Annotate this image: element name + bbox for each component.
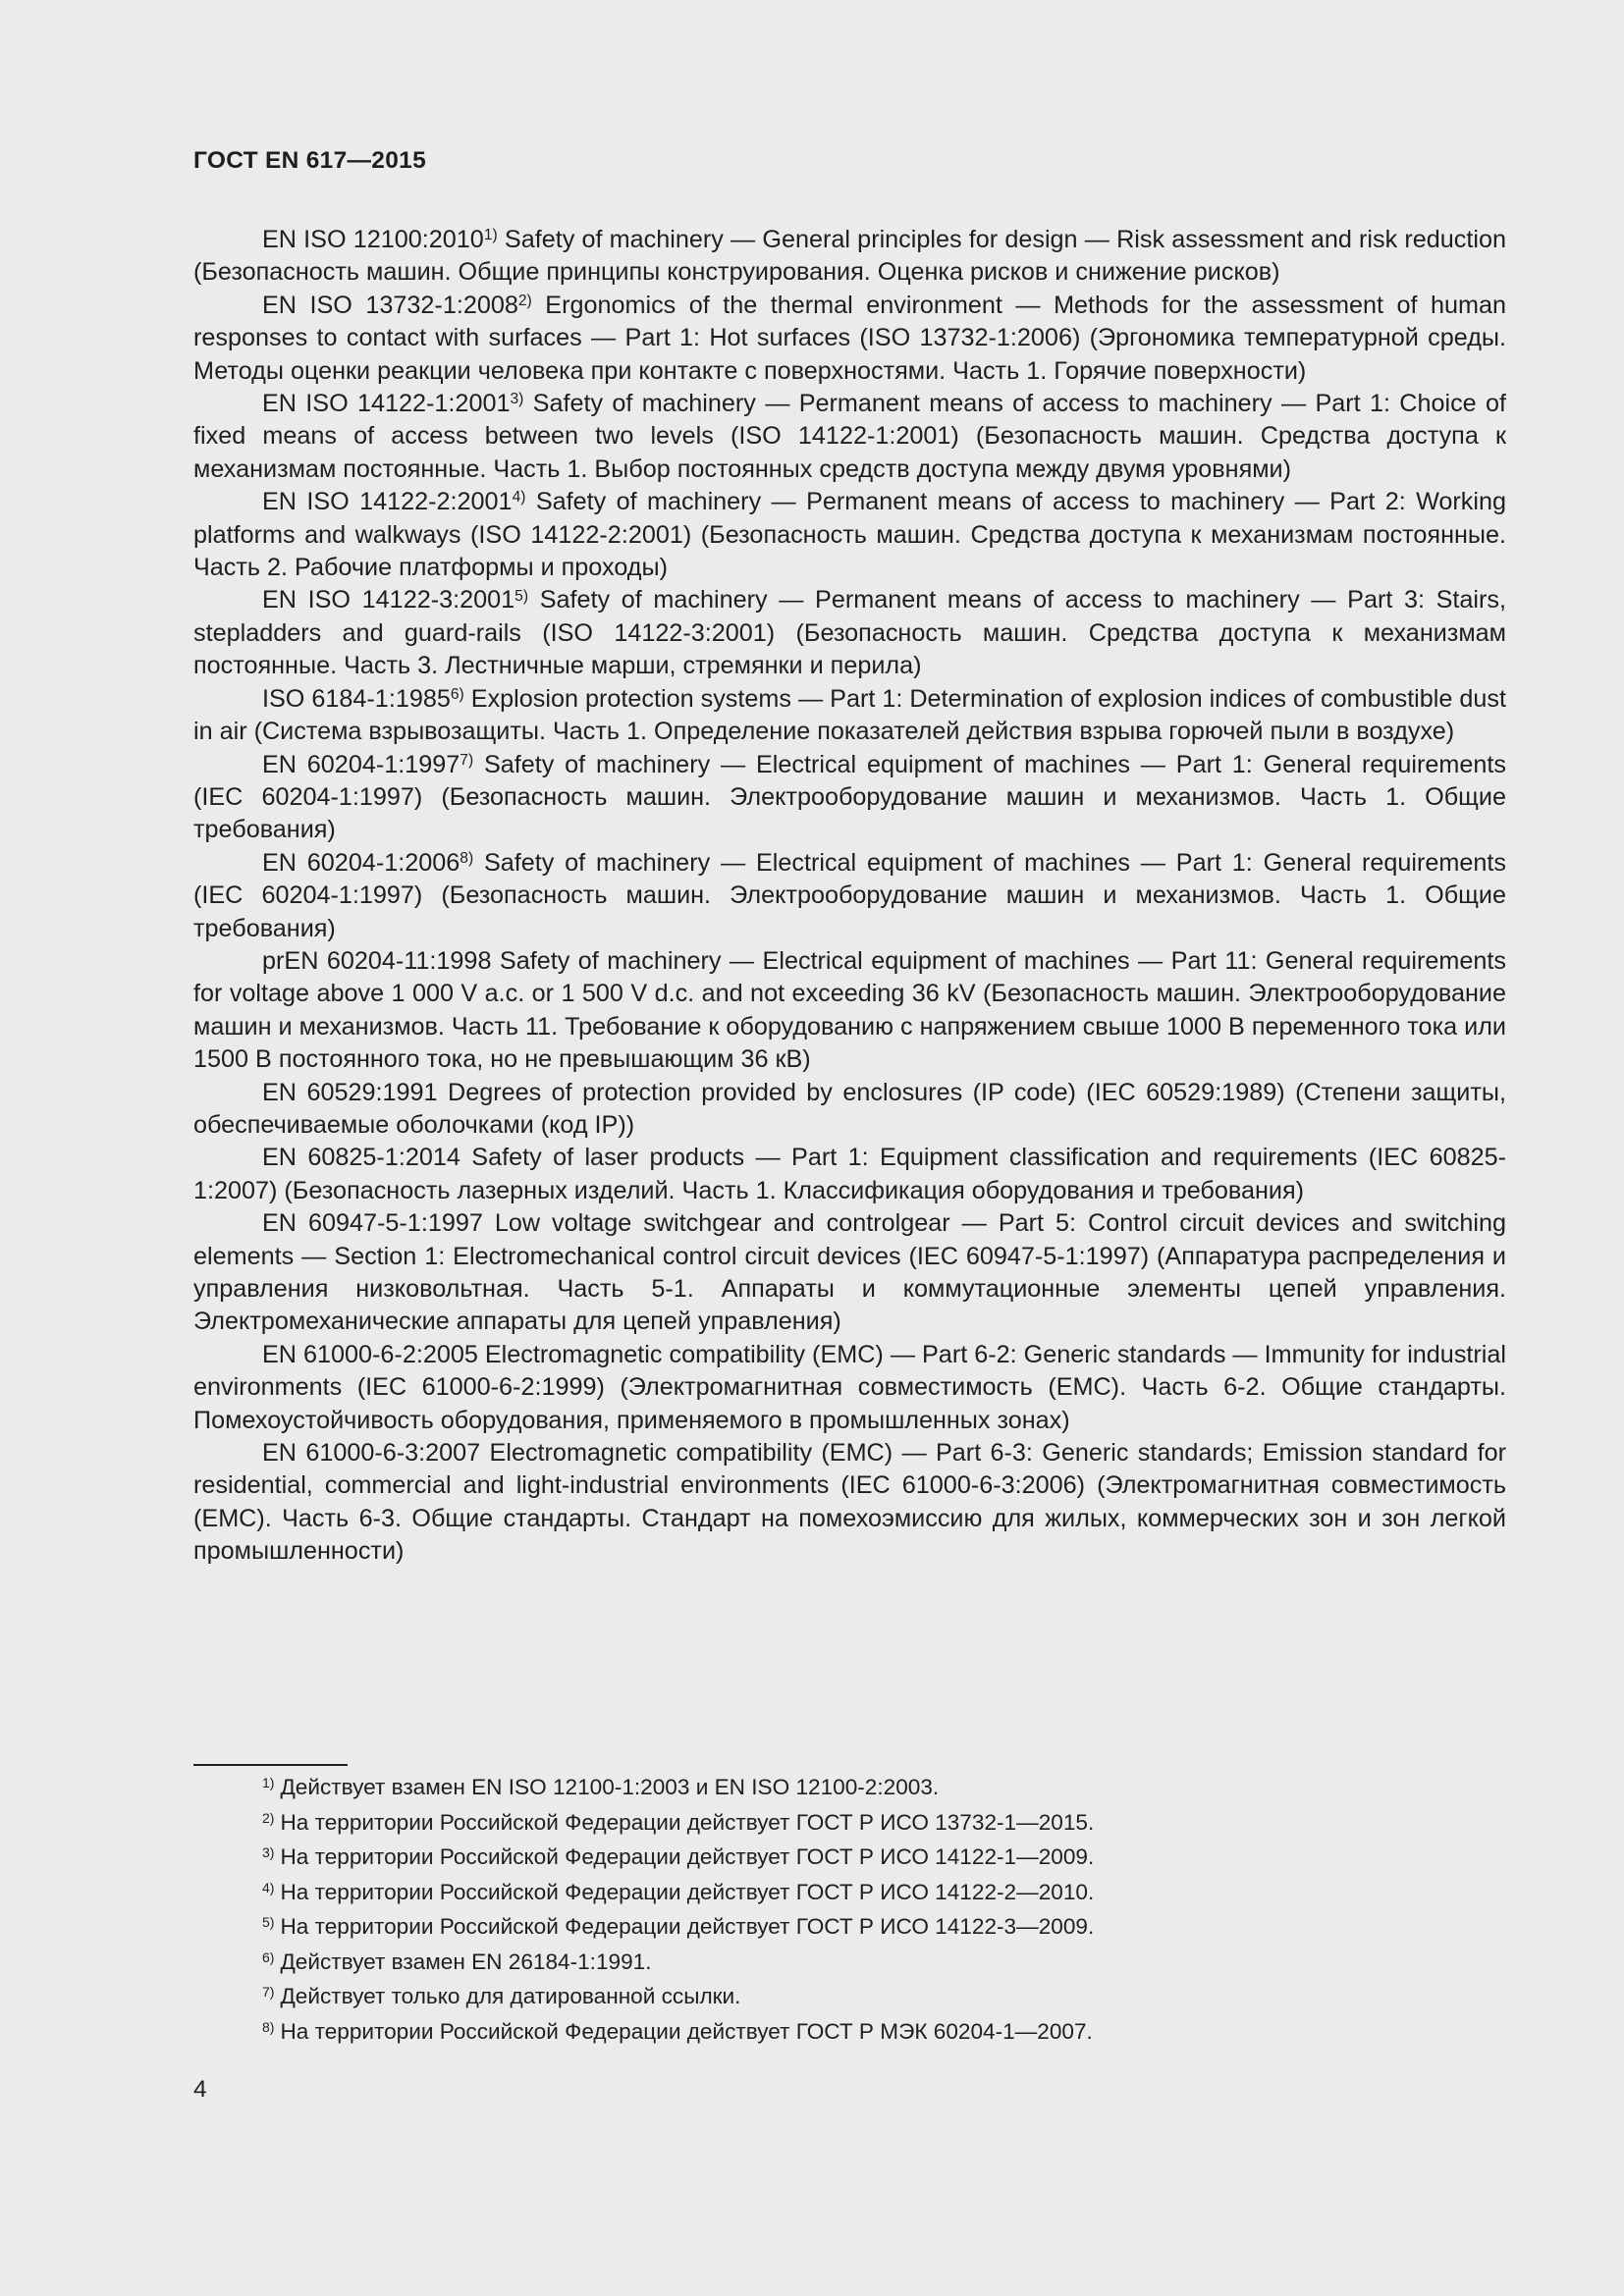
reference-code: EN 60825-1:2014 bbox=[262, 1144, 460, 1172]
footnote-number: 4) bbox=[262, 1879, 275, 1896]
footnote-text: Действует взамен EN ISO 12100-1:2003 и EN ISO 12100-2:2003. bbox=[280, 1775, 940, 1799]
page-number: 4 bbox=[193, 2076, 207, 2103]
normative-references bbox=[193, 224, 1506, 1569]
footnote-marker: 7) bbox=[460, 751, 474, 769]
footnotes bbox=[262, 1770, 1506, 2049]
footnote bbox=[262, 1979, 1506, 2014]
footnote-text: На территории Российской Федерации действует ГОСТ Р ИСО 13732-1—2015. bbox=[280, 1809, 1095, 1835]
reference-entry bbox=[193, 584, 1506, 682]
reference-entry bbox=[193, 224, 1506, 290]
reference-entry bbox=[193, 683, 1506, 749]
footnote-number: 3) bbox=[262, 1844, 275, 1860]
footnote-text: На территории Российской Федерации действует ГОСТ Р ИСО 14122-2—2010. bbox=[280, 1879, 1095, 1904]
reference-code: EN ISO 14122-3:2001 bbox=[262, 586, 515, 614]
footnote-marker: 1) bbox=[483, 227, 498, 244]
reference-code: EN 60947-5-1:1997 bbox=[262, 1209, 483, 1238]
footnote-text: Действует взамен EN 26184-1:1991. bbox=[280, 1949, 652, 1974]
footnote-number: 5) bbox=[262, 1914, 275, 1930]
footnote-number: 2) bbox=[262, 1809, 275, 1826]
footnote bbox=[262, 1909, 1506, 1945]
reference-code: EN ISO 14122-2:2001 bbox=[262, 488, 513, 516]
reference-title: Degrees of protection provided by enclosures (IP code) (IEC 60529:1989) (Степени защиты, обеспечиваемые оболочками (код IP)) bbox=[193, 1078, 1506, 1139]
reference-entry bbox=[193, 290, 1506, 388]
footnote bbox=[262, 1840, 1506, 1875]
reference-title: Electromagnetic compatibility (EMC) — Part 6-3: Generic standards; Emission standard for residential, commercial and light-industrial environments (IEC 61000-6-3:2006) (Электромагнитная совместимость (EMC). Часть 6-3. Общие стандарты. Стандарт на помехоэмиссию для жилых, коммерческих зон и зон легкой промышленности) bbox=[193, 1439, 1507, 1566]
reference-title: Electromagnetic compatibility (EMC) — Part 6-2: Generic standards — Immunity for industrial environments (IEC 61000-6-2:1999) (Электромагнитная совместимость (EMC). Часть 6-2. Общие стандарты. Помехоустойчивость оборудования, применяемого в промышленных зонах) bbox=[193, 1340, 1506, 1434]
reference-title: Safety of machinery — Electrical equipment of machines — Part 1: General requirements (IEC 60204-1:1997) (Безопасность машин. Электрооборудование машин и механизмов. Часть 1. Общие требования) bbox=[193, 750, 1506, 844]
reference-code: EN 60529:1991 bbox=[262, 1078, 438, 1106]
footnote-number: 1) bbox=[262, 1775, 275, 1790]
footnote-marker: 2) bbox=[517, 293, 532, 310]
reference-entry bbox=[193, 945, 1506, 1077]
reference-entry bbox=[193, 1142, 1506, 1207]
reference-title: Safety of machinery — Permanent means of access to machinery — Part 3: Stairs, stepladders and guard-rails (ISO 14122-3:2001) (Безопасность машин. Средства доступа к механизмам постоянные. Часть 3. Лестничные марши, стремянки и перила) bbox=[193, 586, 1507, 680]
footnote-marker: 8) bbox=[460, 849, 474, 867]
reference-code: ISO 6184-1:1985 bbox=[262, 684, 451, 713]
footnote-marker: 5) bbox=[514, 587, 529, 605]
reference-code: EN 61000-6-2:2005 bbox=[262, 1340, 478, 1368]
reference-code: EN ISO 12100:2010 bbox=[262, 226, 484, 253]
document-header: ГОСТ EN 617—2015 bbox=[193, 147, 426, 174]
footnote-text: Действует только для датированной ссылки. bbox=[280, 1984, 741, 2008]
footnote-number: 8) bbox=[262, 2018, 275, 2035]
footnote bbox=[262, 1875, 1506, 1910]
reference-entry bbox=[193, 1437, 1506, 1569]
reference-title: Safety of machinery — Permanent means of access to machinery — Part 1: Choice of fixed means of access between two levels (ISO 14122-1:2001) (Безопасность машин. Средства доступа к механизмам постоянные. Часть 1. Выбор постоянных средств доступа между двумя уровнями) bbox=[193, 390, 1506, 483]
footnote-marker: 3) bbox=[510, 391, 524, 408]
reference-title: Safety of machinery — Electrical equipment of machines — Part 1: General requirements (IEC 60204-1:1997) (Безопасность машин. Электрооборудование машин и механизмов. Часть 1. Общие требования) bbox=[193, 848, 1506, 942]
footnote bbox=[262, 2014, 1506, 2050]
reference-title: Safety of machinery — Electrical equipment of machines — Part 11: General requirements for voltage above 1 000 V a.c. or 1 500 V d.c. and not exceeding 36 kV (Безопасность машин. Электрооборудование машин и механизмов. Часть 11. Требование к оборудованию с напряжением свыше 1000 В переменного тока или 1500 В постоянного тока, но не превышающим 36 кВ) bbox=[193, 946, 1506, 1074]
reference-code: prEN 60204-11:1998 bbox=[262, 946, 492, 975]
reference-code: EN 60204-1:2006 bbox=[262, 848, 460, 877]
footnote-text: На территории Российской Федерации действует ГОСТ Р ИСО 14122-1—2009. bbox=[280, 1844, 1095, 1869]
reference-title: Explosion protection systems — Part 1: Determination of explosion indices of combustible dust in air (Система взрывозащиты. Часть 1. Определение показателей действия взрыва горючей пыли в воздухе) bbox=[193, 684, 1507, 746]
reference-entry bbox=[193, 1207, 1506, 1339]
footnote-marker: 6) bbox=[450, 685, 464, 703]
reference-title: Safety of machinery — Permanent means of access to machinery — Part 2: Working platforms and walkways (ISO 14122-2:2001) (Безопасность машин. Средства доступа к механизмам постоянные. Часть 2. Рабочие платформы и проходы) bbox=[193, 488, 1507, 582]
reference-title: Low voltage switchgear and controlgear — Part 5: Control circuit devices and switching elements — Section 1: Electromechanical control circuit devices (IEC 60947-5-1:1997) (Аппаратура распределения и управления низковольтная. Часть 5-1. Аппараты и коммутационные элементы цепей управления. Электромеханические аппараты для цепей управления) bbox=[193, 1209, 1507, 1336]
footnote-number: 6) bbox=[262, 1949, 275, 1965]
reference-entry bbox=[193, 1339, 1506, 1437]
reference-code: EN ISO 13732-1:2008 bbox=[262, 291, 518, 319]
footnote-text: На территории Российской Федерации действует ГОСТ Р ИСО 14122-3—2009. bbox=[280, 1914, 1095, 1939]
reference-code: EN 60204-1:1997 bbox=[262, 750, 460, 778]
reference-entry bbox=[193, 847, 1506, 945]
reference-entry bbox=[193, 486, 1506, 584]
footnote-separator bbox=[193, 1764, 348, 1766]
reference-entry bbox=[193, 749, 1506, 847]
reference-title: Safety of machinery — General principles for design — Risk assessment and risk reduction (Безопасность машин. Общие принципы конструирования. Оценка рисков и снижение рисков) bbox=[193, 226, 1506, 287]
reference-code: EN ISO 14122-1:2001 bbox=[262, 390, 511, 418]
footnote-number: 7) bbox=[262, 1984, 275, 2000]
footnote bbox=[262, 1945, 1506, 1980]
footnote-marker: 4) bbox=[512, 489, 526, 507]
reference-title: Ergonomics of the thermal environment — Methods for the assessment of human responses to contact with surfaces — Part 1: Hot surfaces (ISO 13732-1:2006) (Эргономика температурной среды. Методы оценки реакции человека при контакте с поверхностями. Часть 1. Горячие поверхности) bbox=[193, 291, 1507, 385]
footnote-text: На территории Российской Федерации действует ГОСТ Р МЭК 60204-1—2007. bbox=[280, 2018, 1093, 2044]
reference-entry bbox=[193, 1077, 1506, 1143]
reference-entry bbox=[193, 388, 1506, 486]
footnote bbox=[262, 1770, 1506, 1805]
footnote bbox=[262, 1805, 1506, 1841]
reference-code: EN 61000-6-3:2007 bbox=[262, 1439, 481, 1468]
reference-title: Safety of laser products — Part 1: Equipment classification and requirements (IEC 60825-1:2007) (Безопасность лазерных изделий. Часть 1. Классификация оборудования и требования) bbox=[193, 1144, 1507, 1204]
